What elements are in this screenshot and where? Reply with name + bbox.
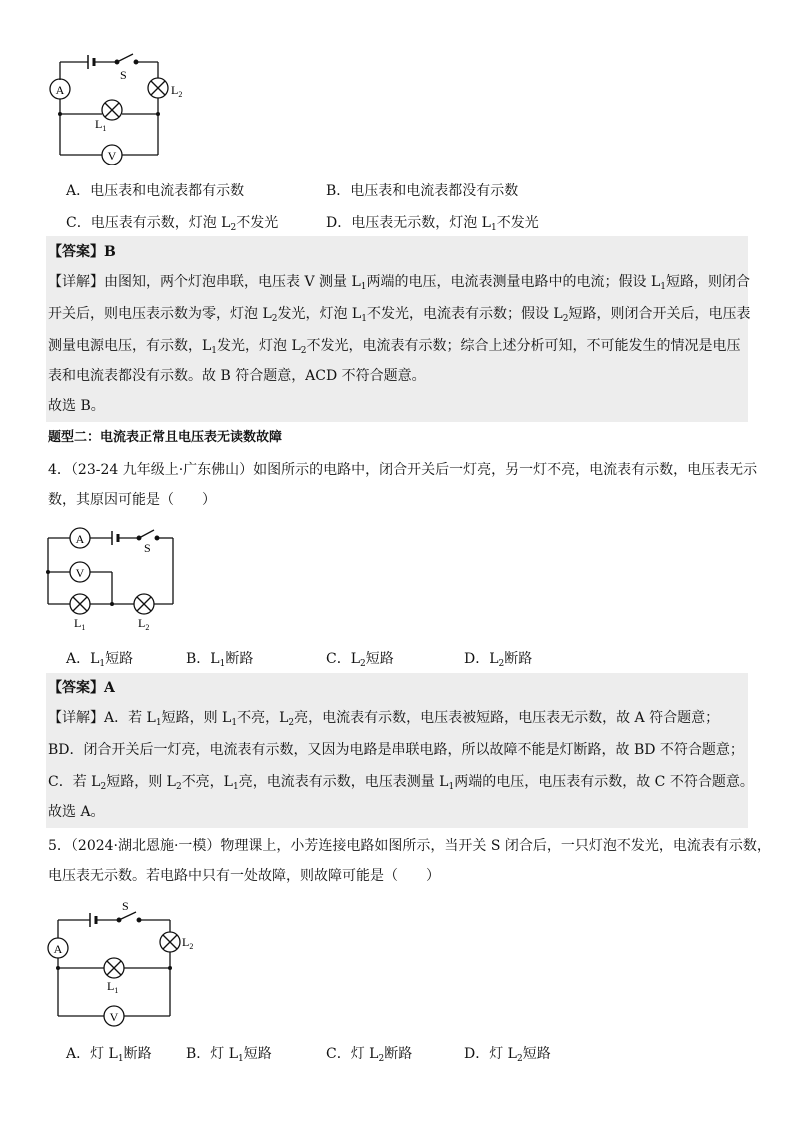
lamp1-label: $L_1$: [95, 117, 107, 133]
t: 断路: [123, 1046, 152, 1062]
q3-answer: 【答案】B: [48, 244, 116, 260]
q3-conclusion: 故选 B。: [48, 398, 105, 414]
subscript: 2: [300, 346, 307, 356]
t: A．L: [66, 651, 100, 667]
q4-option-b[interactable]: [186, 648, 253, 668]
q5-stem-line-2: 电压表无示数。若电路中只有一处故障，则故障可能是（ ）: [48, 868, 440, 884]
subscript: 2: [175, 782, 182, 792]
t: 两端的电压，电流表测量电路中的电流；假设 L: [366, 274, 661, 290]
lamp2-label: $L_2$: [171, 83, 183, 99]
q3-detail-line-1: [48, 272, 750, 292]
t: 测量电源电压，有示数，L: [48, 338, 212, 354]
voltmeter-label: V: [107, 149, 117, 163]
q4-detail-line-2: BD．闭合开关后一灯亮，电流表有示数，又因为电路是串联电路，所以故障不能是灯断路，故 BD 不符合题意；: [48, 742, 744, 758]
t: B．灯 L: [186, 1046, 239, 1062]
t: 短路，则 L: [161, 710, 232, 726]
lamp2-label: $L_2$: [182, 935, 194, 951]
q3-detail-line-4: [48, 366, 426, 386]
t: 【详解】A．若 L: [48, 710, 156, 726]
q3-option-d[interactable]: [326, 212, 539, 232]
t: A．灯 L: [66, 1046, 118, 1062]
t: 断路: [384, 1046, 413, 1062]
t: 断路: [225, 651, 254, 667]
t: 亮，电流表有示数，电压表被短路，电压表无示数，故 A 符合题意；: [294, 710, 720, 726]
t: D．灯 L: [464, 1046, 517, 1062]
q3-detail-line-3: [48, 336, 741, 356]
t: 不亮，L: [181, 774, 233, 790]
lamp1-label: $L_1$: [74, 616, 86, 632]
switch-label: S: [120, 68, 127, 82]
t: 表和电流表都没有示数。故 B 符合题意，ACD 不符合题意。: [48, 368, 426, 384]
t: 发光，灯泡 L: [277, 306, 362, 322]
q3-option-b-text: B．电压表和电流表都没有示数: [326, 183, 519, 199]
subscript: 1: [219, 659, 226, 669]
q4-option-d[interactable]: [464, 648, 532, 668]
subscript: 2: [516, 1054, 523, 1064]
t: 短路: [365, 651, 394, 667]
t: 【详解】由图知，两个灯泡串联，电压表 V 测量 L: [48, 274, 361, 290]
subscript: 2: [271, 314, 278, 324]
subscript: 1: [238, 1054, 244, 1064]
t: 不发光，电流表有示数；综合上述分析可知，不可能发生的情况是电压: [306, 338, 741, 354]
q3-answer-block: [46, 236, 751, 422]
t: 两端的电压，电压表有示数，故 C 不符合题意。: [454, 774, 754, 790]
subscript: 2: [498, 659, 505, 669]
t: 短路，则闭合: [665, 274, 750, 290]
t: 短路: [522, 1046, 551, 1062]
q5-option-d[interactable]: [464, 1043, 551, 1063]
subscript: 2: [230, 223, 237, 233]
q5-option-a[interactable]: [66, 1043, 152, 1063]
subscript: 2: [562, 314, 569, 324]
subscript: 1: [117, 1054, 124, 1064]
q4-detail-line-3: [48, 772, 754, 792]
q3-detail-line-2: [48, 304, 750, 324]
q4-option-c[interactable]: [326, 648, 394, 668]
t: 短路，则 L: [106, 774, 176, 790]
subscript: 1: [211, 346, 218, 356]
q5-option-b[interactable]: [186, 1043, 272, 1063]
ammeter-label: A: [55, 83, 65, 97]
t: 短路，则闭合开关后，电压表: [568, 306, 751, 322]
t: 不亮，L: [237, 710, 289, 726]
t: 短路: [105, 651, 134, 667]
t: 短路: [243, 1046, 272, 1062]
q4-conclusion: 故选 A。: [48, 804, 105, 820]
t: B．L: [186, 651, 220, 667]
t: C．灯 L: [326, 1046, 379, 1062]
q4-stem-line-2: 数，其原因可能是（ ）: [48, 492, 216, 508]
switch-label: S: [144, 541, 151, 555]
q3-option-a[interactable]: [66, 180, 244, 200]
t: 断路: [504, 651, 533, 667]
subscript: 1: [361, 314, 367, 324]
q4-stem-line-1: 4．（23-24 九年级上·广东佛山）如图所示的电路中，闭合开关后一灯亮，另一灯不亮，电流表有示数，电压表无示: [48, 462, 758, 478]
t: 不发光，电流表有示数；假设 L: [366, 306, 563, 322]
circuit-diagram-q5: [40, 900, 205, 1030]
voltmeter-label: V: [109, 1010, 119, 1024]
switch-label: S: [122, 900, 129, 913]
subscript: 1: [231, 718, 238, 728]
subscript: 2: [360, 659, 366, 669]
q4-detail-line-1: [48, 708, 719, 728]
section-title: 题型二：电流表正常且电压表无读数故障: [48, 430, 283, 445]
q3-option-b[interactable]: [326, 180, 518, 200]
q3-option-c[interactable]: [66, 212, 278, 232]
q5-stem-line-1: 5．（2024·湖北恩施·一模）物理课上，小芳连接电路如图所示，当开关 S 闭合后，一只灯泡不发光，电流表有示数，: [48, 838, 771, 854]
t: D．L: [464, 651, 499, 667]
t: 开关后，则电压表示数为零，灯泡 L: [48, 306, 272, 322]
q3-option-c-text: C．电压表有示数，灯泡 L: [66, 215, 231, 231]
subscript: 1: [99, 659, 106, 669]
subscript: 2: [100, 782, 107, 792]
subscript: 1: [490, 223, 497, 233]
circuit-diagram-q3: [40, 50, 200, 165]
lamp1-label: $L_1$: [107, 979, 119, 995]
subscript: 1: [155, 718, 162, 728]
circuit-diagram-q4: [40, 522, 185, 634]
t: 亮，电流表有示数，电压表测量 L: [238, 774, 449, 790]
t: 发光，灯泡 L: [217, 338, 301, 354]
q4-option-a[interactable]: [66, 648, 133, 668]
subscript: 1: [232, 782, 239, 792]
subscript: 2: [288, 718, 295, 728]
ammeter-label: A: [53, 942, 63, 956]
q3-option-c-text-post: 不发光: [236, 215, 279, 231]
q3-option-d-text: D．电压表无示数，灯泡 L: [326, 215, 491, 231]
subscript: 1: [360, 282, 367, 292]
q5-option-c[interactable]: [326, 1043, 412, 1063]
t: C．若 L: [48, 774, 101, 790]
subscript: 1: [660, 282, 666, 292]
subscript: 1: [448, 782, 455, 792]
ammeter-label: A: [75, 532, 85, 546]
q4-answer: 【答案】A: [48, 680, 115, 696]
t: C．L: [326, 651, 361, 667]
lamp2-label: $L_2$: [138, 616, 150, 632]
subscript: 2: [378, 1054, 385, 1064]
q3-option-a-text: A．电压表和电流表都有示数: [66, 183, 245, 199]
voltmeter-label: V: [75, 566, 85, 580]
q3-option-d-text-post: 不发光: [496, 215, 539, 231]
